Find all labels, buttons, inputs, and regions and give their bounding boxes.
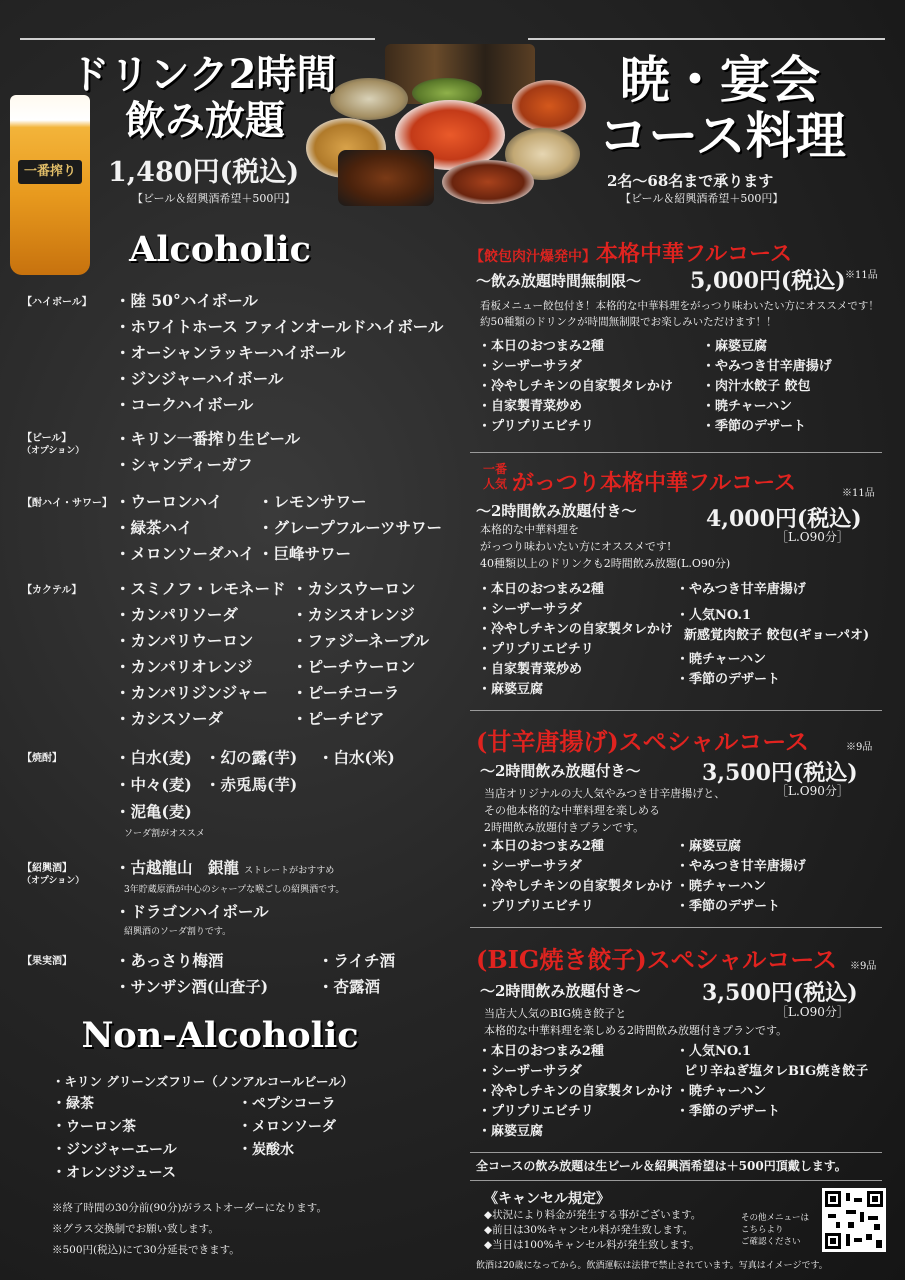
list-item: ・プリプリエビチリ — [478, 642, 594, 657]
list-item: ・自家製青菜炒め — [478, 662, 583, 677]
category-label-shochu: 【焼酎】 — [22, 753, 62, 764]
category-label-beer — [22, 432, 84, 458]
desc-line: 看板メニュー餃包付き！本格的な中華料理をがっつり味わいたい方にオススメです！ — [480, 300, 879, 312]
course-2-title: がっつり本格中華フルコース — [512, 470, 797, 496]
list-item: ・本日のおつまみ2種 — [478, 339, 604, 354]
desc-line: その他本格的な中華料理を楽しめる — [484, 804, 660, 817]
list-item: ・杏露酒 — [318, 977, 381, 996]
list-item: ・シーザーサラダ — [478, 859, 582, 874]
list-item: ・季節のデザート — [676, 899, 781, 914]
desc-line: 40種類以上のドリンクも2時間飲み放題(L.O90分) — [480, 557, 731, 570]
list-item: ・陸 50°ハイボール — [115, 291, 258, 310]
category-label-shaoxing — [22, 862, 84, 888]
list-item: ・本日のおつまみ2種 — [478, 1044, 604, 1059]
desc-line: 本格的な中華料理を楽しめる2時間飲み放題付きプランです。 — [484, 1024, 788, 1037]
course-2-count: ※11品 — [842, 488, 875, 499]
course-divider — [470, 1152, 882, 1153]
highball-list — [115, 288, 443, 418]
course-4-count: ※9品 — [850, 961, 877, 972]
cancel-item: ◆状況により料金が発生する事がございます。 — [484, 1209, 702, 1221]
list-item: ・季節のデザート — [676, 672, 781, 687]
course-2-list-right — [676, 580, 869, 690]
course-1-desc — [480, 298, 879, 330]
list-item: ・巨峰サワー — [258, 544, 352, 563]
chuhai-list-left — [115, 489, 254, 567]
list-item: ・冷やしチキンの自家製タレかけ — [478, 879, 673, 894]
list-item: ・グレープフルーツサワー — [258, 518, 442, 537]
list-item: ・季節のデザート — [676, 1104, 781, 1119]
list-item: ・季節のデザート — [702, 419, 807, 434]
course-tag: 【餃包肉汁爆発中】 — [470, 249, 596, 265]
course-divider — [470, 452, 882, 453]
course-3-list-right — [676, 837, 806, 917]
list-item: ピリ辛ねぎ塩タレBIG焼き餃子 — [684, 1064, 869, 1079]
category-sublabel: （オプション） — [22, 876, 85, 886]
list-item: ・カンパリウーロン — [115, 631, 254, 650]
desc-line: 当店大人気のBIG焼き餃子と — [484, 1007, 627, 1020]
list-item: ・麻婆豆腐 — [676, 839, 742, 854]
list-item: ・本日のおつまみ2種 — [478, 839, 604, 854]
course-4-list-right — [676, 1042, 868, 1122]
list-item: ・ウーロン茶 — [52, 1119, 136, 1135]
list-item: ・緑茶ハイ — [115, 518, 193, 537]
course-4-title: (BIG焼き餃子)スペシャルコース — [476, 945, 838, 974]
list-item: ・シーザーサラダ — [478, 1064, 582, 1079]
course-capacity: 2名～68名まで承ります — [607, 172, 774, 190]
list-item: ・オレンジジュース — [52, 1165, 176, 1181]
list-item: ・冷やしチキンの自家製タレかけ — [478, 1084, 673, 1099]
list-item: ・古越龍山 銀龍 — [115, 858, 240, 877]
cancel-item: ◆当日は100%キャンセル料が発生致します。 — [484, 1239, 700, 1251]
bottom-legal-note: 飲酒は20歳になってから。飲酒運転は法律で禁止されています。写真はイメージです。 — [476, 1261, 828, 1271]
footnote: ※500円(税込)にて30分延長できます。 — [52, 1244, 240, 1256]
course-2-desc — [480, 521, 730, 572]
list-item: ・冷やしチキンの自家製タレかけ — [478, 379, 673, 394]
course-divider — [470, 710, 882, 711]
alcoholic-heading: Alcoholic — [129, 229, 311, 270]
non-alcoholic-wide-item: ・キリン グリーンズフリー（ノンアルコールビール） — [52, 1074, 354, 1089]
qr-note-line: その他メニューは — [741, 1213, 810, 1223]
list-item: ・メロンソーダ — [238, 1119, 336, 1135]
course-2-tag: 一番人気 — [482, 462, 507, 491]
qr-note-line: ご確認ください — [741, 1237, 801, 1247]
qr-code[interactable] — [822, 1188, 886, 1252]
shaoxing-item-desc: 3年貯蔵原酒が中心のシャープな喉ごしの紹興酒です。 — [124, 885, 345, 895]
course-title-line2: コース料理 — [598, 106, 846, 165]
course-3-title: (甘辛唐揚げ)スペシャルコース — [476, 727, 810, 756]
qr-note-line: こちらより — [741, 1225, 784, 1235]
list-item: ・カンパリオレンジ — [115, 657, 253, 676]
desc-line: 約50種類のドリンクが時間無制限でお楽しみいただけます！！ — [480, 316, 777, 328]
non-alcoholic-list-left — [52, 1093, 177, 1185]
list-item: ・シャンディーガフ — [115, 455, 253, 474]
list-item: ・暁チャーハン — [676, 1084, 766, 1099]
list-item: ・シーザーサラダ — [478, 602, 582, 617]
list-item: ・メロンソーダハイ — [115, 544, 255, 563]
desc-line: 2時間飲み放題付きプランです。 — [484, 821, 645, 834]
qr-note — [741, 1212, 809, 1248]
course-divider — [470, 927, 882, 928]
list-item: ・自家製青菜炒め — [478, 399, 583, 414]
course-1-list-right — [702, 337, 832, 437]
list-item: ・カンパリソーダ — [115, 605, 238, 624]
list-item: ・ピーチビア — [292, 709, 385, 728]
category-label-chuhai: 【酎ハイ・サワー】 — [22, 498, 112, 509]
shaoxing-item-1 — [115, 855, 334, 881]
list-item: ・カシスオレンジ — [292, 605, 415, 624]
list-item: ・人気NO.1 — [676, 1044, 752, 1059]
course-4-lo: ［L.O90分］ — [776, 1005, 849, 1019]
footnotes — [52, 1198, 327, 1261]
list-item: ・泥亀(麦) — [115, 802, 192, 821]
drink-title-line1: ドリンク2時間 — [69, 51, 337, 98]
list-item: ・サンザシ酒(山査子) — [115, 977, 269, 996]
list-item: ・プリプリエビチリ — [478, 419, 594, 434]
course-title: 本格中華フルコース — [596, 241, 793, 267]
list-item: ・中々(麦) — [115, 775, 192, 794]
desc-line: がっつり味わいたい方にオススメです! — [480, 540, 672, 553]
course-1-count: ※11品 — [845, 270, 878, 281]
list-item: ・レモンサワー — [258, 492, 367, 511]
cancel-item: ◆前日は30%キャンセル料が発生致します。 — [484, 1224, 694, 1236]
course-2-price: 4,000円(税込) — [706, 506, 862, 532]
beer-glass-image — [10, 95, 90, 275]
course-2-lo: ［L.O90分］ — [776, 530, 849, 544]
desc-line: 本格的な中華料理を — [480, 523, 579, 536]
list-item: ・人気NO.1 — [676, 608, 752, 623]
course-4-sub: ～2時間飲み放題付き～ — [480, 982, 641, 1000]
list-item: ・肉汁水餃子 餃包 — [702, 379, 811, 394]
list-item: ・ペプシコーラ — [238, 1096, 336, 1112]
list-item: ・ジンジャーハイボール — [115, 369, 284, 388]
category-sublabel: （オプション） — [22, 446, 85, 456]
shochu-note: ソーダ割がオススメ — [124, 829, 205, 839]
non-alcoholic-heading: Non-Alcoholic — [81, 1015, 359, 1056]
list-item: ・麻婆豆腐 — [702, 339, 768, 354]
list-item: ・コークハイボール — [115, 395, 254, 414]
fruitwine-list-left — [115, 948, 268, 1000]
header-rule-right — [528, 38, 885, 40]
list-item: ・冷やしチキンの自家製タレかけ — [478, 622, 673, 637]
list-item: ・カシスソーダ — [115, 709, 224, 728]
course-1-list-left — [478, 337, 673, 437]
chuhai-list-right — [258, 489, 442, 567]
list-item: ・暁チャーハン — [676, 879, 766, 894]
beer-list — [115, 426, 300, 478]
list-item: ・ピーチコーラ — [292, 683, 400, 702]
list-item: ・やみつき甘辛唐揚げ — [676, 859, 806, 874]
list-item: ・カンパリジンジャー — [115, 683, 268, 702]
list-item: ・赤兎馬(芋) — [205, 775, 298, 794]
list-item: ・カシスウーロン — [292, 579, 416, 598]
list-item: ・プリプリエビチリ — [478, 1104, 594, 1119]
list-item: ・スミノフ・レモネード — [115, 579, 286, 598]
list-item: ・キリン一番搾り生ビール — [115, 429, 301, 448]
header-rule-left — [20, 38, 375, 40]
list-item: ・麻婆豆腐 — [478, 682, 544, 697]
course-title-line1: 暁・宴会 — [620, 50, 820, 109]
course-2-sub: ～2時間飲み放題付き～ — [476, 502, 637, 520]
category-label-highball: 【ハイボール】 — [22, 297, 92, 308]
drink-price: 1,480円(税込) — [108, 157, 300, 188]
list-item: ・ウーロンハイ — [115, 492, 223, 511]
course-2-list-left — [478, 580, 673, 700]
list-item: ・ホワイトホース ファインオールドハイボール — [115, 317, 444, 336]
fruitwine-list-right — [318, 948, 395, 1000]
course-1-sub: ～飲み放題時間無制限～ — [476, 272, 642, 290]
shaoxing-item-note: ストレートがおすすめ — [244, 866, 335, 876]
footnote: ※終了時間の30分前(90分)がラストオーダーになります。 — [52, 1202, 327, 1214]
list-item: ・ピーチウーロン — [292, 657, 416, 676]
list-item: 新感覚肉餃子 餃包(ギョーパオ) — [684, 628, 870, 643]
shaoxing-item2-desc: 紹興酒のソーダ割りです。 — [124, 927, 232, 937]
course-3-lo: ［L.O90分］ — [776, 784, 849, 798]
cancel-list — [484, 1208, 701, 1253]
course-3-desc — [484, 785, 725, 836]
course-3-count: ※9品 — [846, 742, 873, 753]
cocktail-list-right — [292, 576, 429, 732]
category-label-fruitwine: 【果実酒】 — [22, 956, 72, 967]
course-4-price: 3,500円(税込) — [702, 980, 858, 1006]
list-item: ・オーシャンラッキーハイボール — [115, 343, 346, 362]
list-item: ・ファジーネーブル — [292, 631, 430, 650]
course-4-list-left — [478, 1042, 673, 1142]
drink-title-line2: 飲み放題 — [125, 97, 285, 144]
desc-line: 当店オリジナルの大人気やみつき甘辛唐揚げと、 — [484, 787, 726, 800]
course-option-note: 【ビール＆紹興酒希望＋500円】 — [620, 192, 784, 205]
list-item: ・白水(麦) — [115, 748, 192, 767]
course-1-price: 5,000円(税込) — [690, 268, 846, 294]
list-item: ・幻の露(芋) — [205, 748, 298, 767]
course-3-price: 3,500円(税込) — [702, 760, 858, 786]
course-divider — [470, 1180, 882, 1181]
non-alcoholic-list-right — [238, 1093, 336, 1162]
list-item: ・やみつき甘辛唐揚げ — [676, 582, 806, 597]
list-item: ・プリプリエビチリ — [478, 899, 594, 914]
list-item: ・やみつき甘辛唐揚げ — [702, 359, 832, 374]
list-item: ・ジンジャーエール — [52, 1142, 177, 1158]
cancel-title: 《キャンセル規定》 — [484, 1191, 610, 1207]
category-label-cocktail: 【カクテル】 — [22, 585, 82, 596]
beer-glass-label: 一番搾り — [18, 160, 82, 184]
cocktail-list-left — [115, 576, 286, 732]
food-photo-sweet-chicken — [442, 160, 534, 204]
list-item: ・ドラゴンハイボール — [115, 902, 269, 921]
course-3-sub: ～2時間飲み放題付き～ — [480, 762, 641, 780]
category-label-text: 【ビール】 — [22, 433, 72, 444]
course-3-list-left — [478, 837, 673, 917]
list-item: ・暁チャーハン — [702, 399, 792, 414]
food-photo-karaage — [338, 150, 434, 206]
list-item: ・緑茶 — [52, 1096, 94, 1112]
list-item: ・炭酸水 — [238, 1142, 294, 1158]
all-course-note: 全コースの飲み放題は生ビール＆紹興酒希望は＋500円頂戴します。 — [476, 1159, 847, 1173]
footnote: ※グラス交換制でお願い致します。 — [52, 1223, 219, 1235]
list-item: ・暁チャーハン — [676, 652, 766, 667]
list-item: ・麻婆豆腐 — [478, 1124, 544, 1139]
course-4-desc — [484, 1005, 787, 1039]
list-item: ・ライチ酒 — [318, 951, 396, 970]
list-item: ・白水(米) — [318, 748, 395, 767]
drink-option-note: 【ビール＆紹興酒希望＋500円】 — [132, 192, 296, 205]
list-item: ・あっさり梅酒 — [115, 951, 224, 970]
list-item: ・本日のおつまみ2種 — [478, 582, 604, 597]
category-label-text: 【紹興酒】 — [22, 863, 72, 874]
list-item: ・シーザーサラダ — [478, 359, 582, 374]
